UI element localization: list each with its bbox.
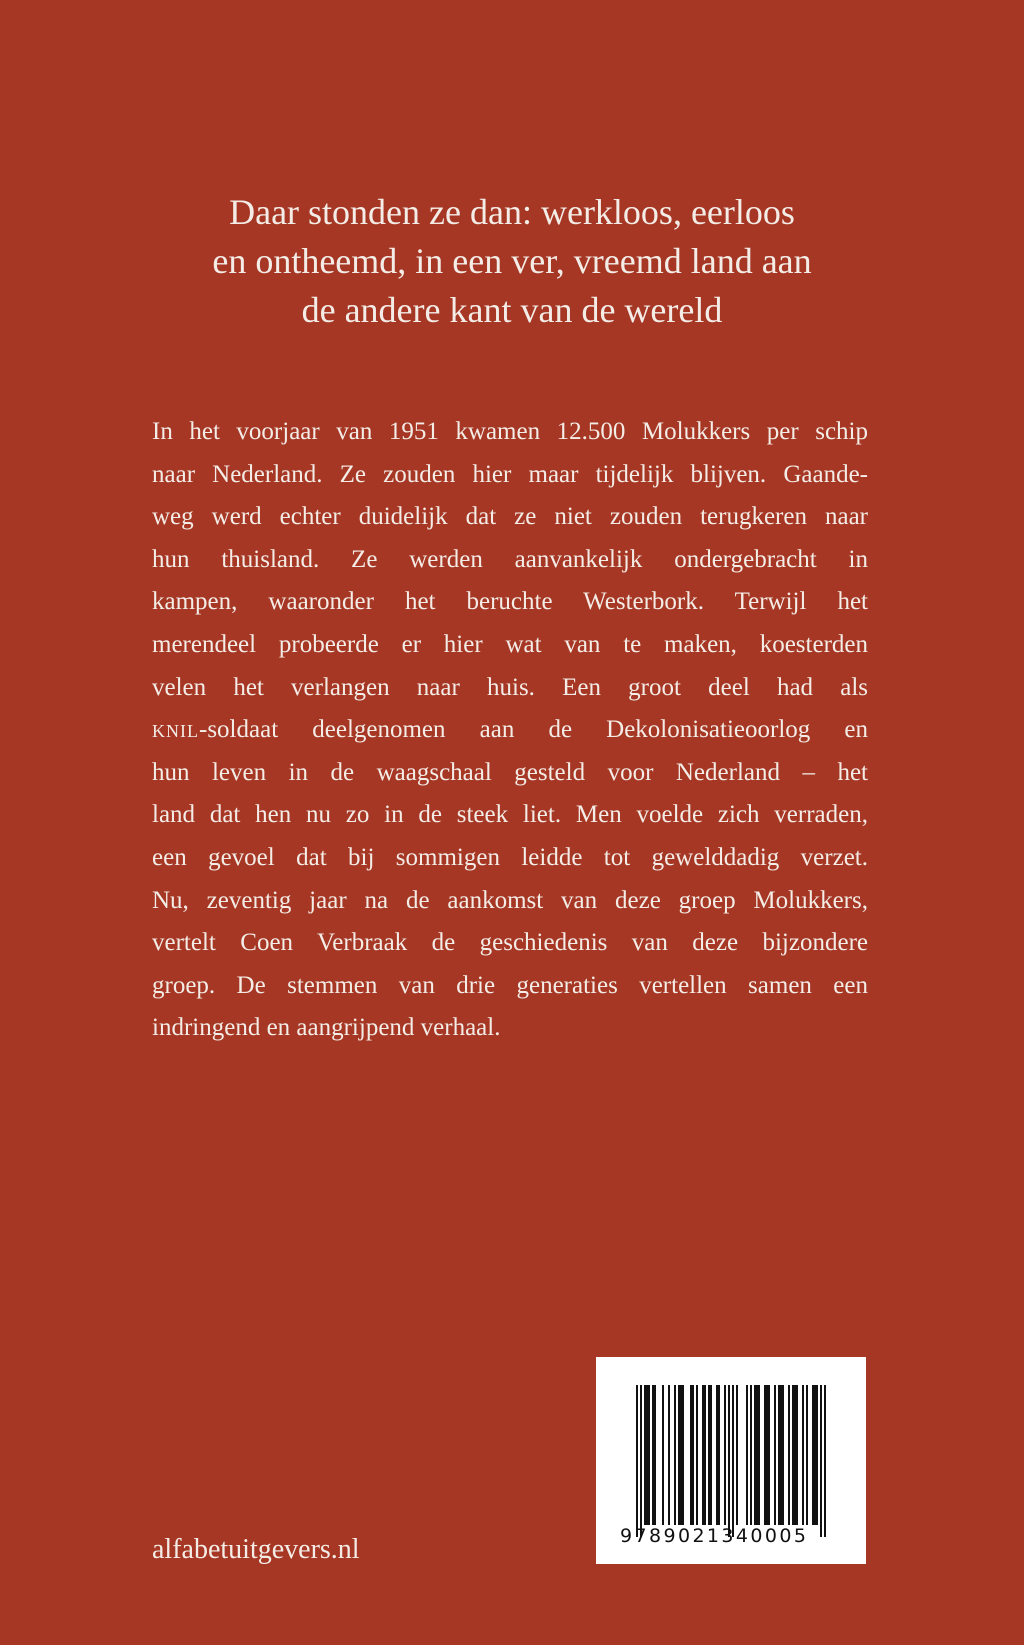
barcode-bar bbox=[816, 1385, 818, 1525]
barcode-bar bbox=[746, 1385, 748, 1525]
barcode-bar bbox=[780, 1385, 782, 1525]
barcode-bar bbox=[668, 1385, 670, 1525]
barcode-bar bbox=[652, 1385, 654, 1525]
barcode-bar bbox=[796, 1385, 798, 1525]
barcode-bar bbox=[736, 1385, 738, 1525]
barcode-bar bbox=[768, 1385, 770, 1525]
tagline-line: Daar stonden ze dan: werkloos, eerloos bbox=[229, 192, 795, 232]
description-line: een gevoel dat bij sommigen leidde tot gewelddadig verzet. bbox=[152, 843, 868, 871]
barcode-bar bbox=[648, 1385, 650, 1525]
description-line: Nu, zeventig jaar na de aankomst van deze groep Molukkers, bbox=[152, 886, 868, 914]
barcode-bar bbox=[728, 1385, 730, 1537]
description-line: weg werd echter duidelijk dat ze niet zouden terugkeren naar bbox=[152, 503, 868, 531]
barcode-bar bbox=[716, 1385, 718, 1525]
barcode-bar bbox=[704, 1385, 706, 1525]
barcode-bar bbox=[824, 1385, 826, 1537]
barcode-bar bbox=[820, 1385, 822, 1537]
description-line: hun thuisland. Ze werden aanvankelijk ondergebracht in bbox=[152, 545, 868, 573]
publisher-website: alfabetuitgevers.nl bbox=[152, 1534, 360, 1565]
description-line: groep. De stemmen van drie generaties vertellen samen een bbox=[152, 971, 868, 999]
description-line: In het voorjaar van 1951 kwamen 12.500 Molukkers per schip bbox=[152, 418, 868, 445]
barcode-bar bbox=[756, 1385, 758, 1525]
barcode-bar bbox=[792, 1385, 794, 1525]
description-line: kampen, waaronder het beruchte Westerbork. Terwijl het bbox=[152, 588, 868, 616]
description-line: naar Nederland. Ze zouden hier maar tijdelijk blijven. Gaande- bbox=[152, 460, 868, 488]
barcode-bar bbox=[678, 1385, 680, 1525]
barcode-bar bbox=[690, 1385, 692, 1525]
description-line: merendeel probeerde er hier wat van te maken, koesterden bbox=[152, 630, 868, 658]
barcode-bar bbox=[812, 1385, 814, 1525]
barcode-bar bbox=[692, 1385, 694, 1525]
description-line: velen het verlangen naar huis. Een groot deel had als bbox=[152, 673, 868, 701]
barcode-bar bbox=[724, 1385, 726, 1525]
barcode-bar bbox=[782, 1385, 784, 1525]
tagline-line: de andere kant van de wereld bbox=[301, 290, 723, 330]
barcode-bar bbox=[682, 1385, 684, 1525]
barcode-bar bbox=[766, 1385, 768, 1525]
book-description bbox=[152, 411, 868, 1050]
barcode-bar bbox=[696, 1385, 698, 1525]
description-line: land dat hen nu zo in de steek liet. Men voelde zich verraden, bbox=[152, 801, 868, 829]
barcode-bar bbox=[778, 1385, 780, 1525]
barcode-bar bbox=[702, 1385, 704, 1525]
barcode-bar bbox=[646, 1385, 648, 1525]
barcode-bar bbox=[764, 1385, 766, 1525]
description-line bbox=[152, 709, 868, 752]
barcode-bar bbox=[806, 1385, 808, 1525]
barcode-bar bbox=[674, 1385, 676, 1525]
barcode-bar bbox=[636, 1385, 638, 1537]
barcode-bar bbox=[814, 1385, 816, 1525]
isbn-number: 9789021340005 bbox=[620, 1525, 809, 1547]
barcode-bar bbox=[710, 1385, 712, 1525]
barcode-bar bbox=[732, 1385, 734, 1537]
barcode-bar bbox=[774, 1385, 776, 1525]
barcode-bar bbox=[794, 1385, 796, 1525]
barcode-bar bbox=[802, 1385, 804, 1525]
tagline-line: en ontheemd, in een ver, vreemd land aan bbox=[212, 241, 812, 281]
barcode-bar bbox=[680, 1385, 682, 1525]
description-line: vertelt Coen Verbraak de geschiedenis van deze bijzondere bbox=[152, 929, 868, 957]
description-line-rest: -soldaat deelgenomen aan de Dekolonisatieoorlog en bbox=[199, 716, 868, 744]
tagline bbox=[0, 188, 1024, 335]
description-line: indringend en aangrijpend verhaal. bbox=[152, 1014, 501, 1042]
barcode-bar bbox=[754, 1385, 756, 1525]
barcode-bar bbox=[662, 1385, 664, 1525]
knil-abbreviation: knil bbox=[152, 716, 199, 744]
barcode-bar bbox=[758, 1385, 760, 1525]
barcode-bar bbox=[788, 1385, 790, 1525]
isbn-barcode bbox=[596, 1357, 866, 1564]
barcode-bar bbox=[718, 1385, 720, 1525]
barcode-bar bbox=[644, 1385, 646, 1525]
barcode-bar bbox=[750, 1385, 752, 1525]
barcode-bar bbox=[640, 1385, 642, 1537]
barcode-bar bbox=[708, 1385, 710, 1525]
description-line: hun leven in de waagschaal gesteld voor Nederland – het bbox=[152, 758, 868, 786]
barcode-bar bbox=[654, 1385, 656, 1525]
